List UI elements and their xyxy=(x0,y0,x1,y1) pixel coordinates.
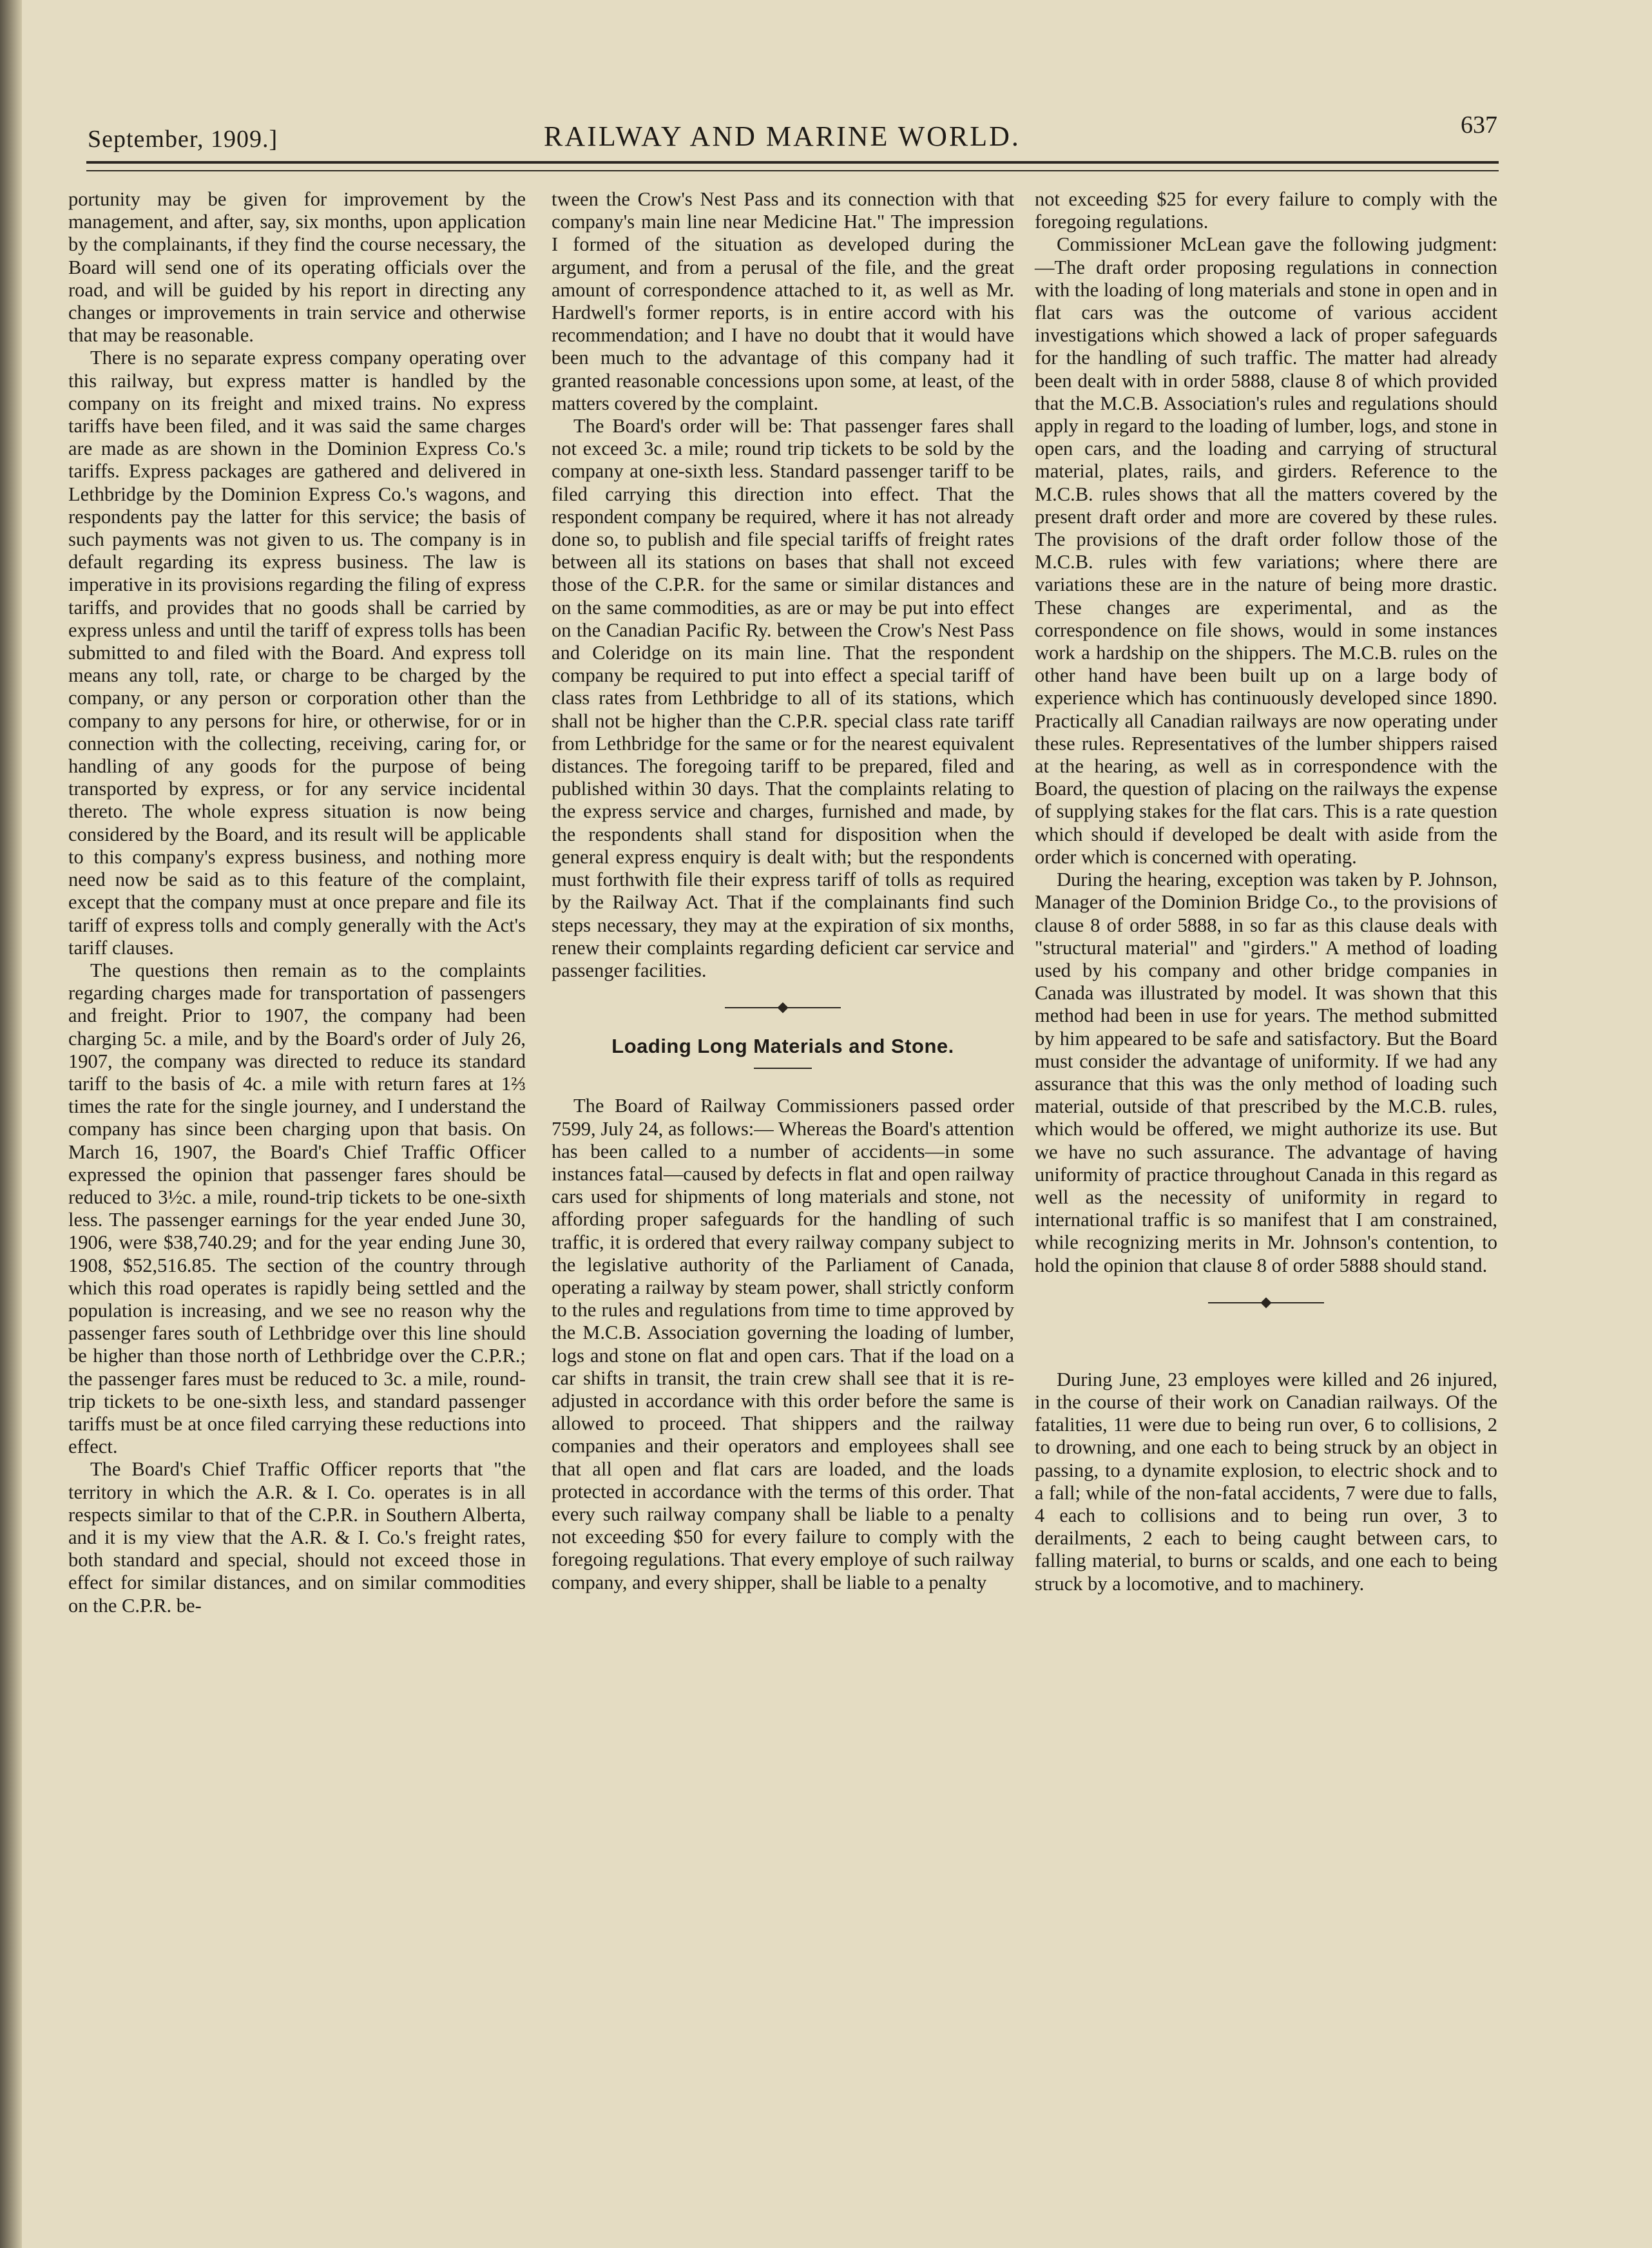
paragraph: tween the Crow's Nest Pass and its connection with that company's main line near Medicine Hat." The impression I formed of the situation as developed during the argument, and from a perusal of the file, and the great amount of correspondence attached to it, as well as Mr. Hardwell's former reports, is in entire accord with his recommendation; and I have no doubt that it would have been much to the advantage of this company had it granted reasonable concessions upon some, at least, of the matters covered by the complaint. xyxy=(552,188,1014,414)
book-gutter xyxy=(0,0,22,2248)
header-title: RAILWAY AND MARINE WORLD. xyxy=(544,120,1021,152)
section-divider xyxy=(552,1000,1014,1015)
paragraph: There is no separate express company operating over this railway, but express matter is handled by the company on its freight and mixed trains. No express tariffs have been filed, and it was said the same charges are made as are shown in the Dominion Express Co.'s tariffs. Express packages are gathered and delivered in Lethbridge by the Dominion Express Co.'s wagons, and respondents pay the latter for this service; the basis of such payments was not given to us. The company is in default regarding its express business. The law is imperative in its provisions regarding the filing of express tariffs, and provides that no goods shall be carried by express unless and until the tariff of express tolls has been submitted to and filed with the Board. And express toll means any toll, rate, or charge to be charged by the company, or any person or corporation other than the company to any persons for hire, or otherwise, for or in connection with the collecting, receiving, caring for, or handling of any goods for the purpose of being transported by express, or for any service incidental thereto. The whole express situation is now being considered by the Board, and its result will be applicable to this company's express business, and nothing more need now be said as to this feature of the complaint, except that the company must at once prepare and file its tariff of express tolls and comply generally with the Act's tariff clauses. xyxy=(68,347,526,959)
column-1 xyxy=(68,188,526,1617)
paragraph: portunity may be given for improvement by the management, and after, say, six months, upon application by the complainants, if they find the course necessary, the Board will send one of its operating officials over the road, and will be guided by his report in directing any changes or improvements in train service and otherwise that may be reasonable. xyxy=(68,188,526,347)
header-date: September, 1909.] xyxy=(88,126,278,153)
paragraph: Commissioner McLean gave the following judgment:—The draft order proposing regulations in connection with the loading of long materials and stone in open and in flat cars was the outcome of various accident investigations which showed a lack of proper safeguards for the handling of such traffic. The matter had already been dealt with in order 5888, clause 8 of which provided that the M.C.B. Association's rules and regulations should apply in regard to the loading of lumber, logs, and stone in open cars, and the loading and carrying of structural material, plates, rails, and girders. Reference to the M.C.B. rules shows that all the matters covered by the present draft order and more are covered by these rules. The provisions of the draft order follow those of the M.C.B. rules with few variations; where there are variations these are in the nature of being more drastic. These changes are experimental, and as the correspondence on file shows, would in some instances work a hardship on the shippers. The M.C.B. rules on the other hand have been built up on a large body of experience which has continuously developed since 1890. Practically all Canadian railways are now operating under these rules. Representatives of the lumber shippers raised at the hearing, as well as in correspondence with the Board, the question of placing on the railways the expense of supplying stakes for the flat cars. This is a rate question which should if developed be dealt with aside from the order which is concerned with operating. xyxy=(1035,233,1497,868)
column-2 xyxy=(552,188,1014,1594)
column-3 xyxy=(1035,188,1497,1595)
paragraph: During the hearing, exception was taken by P. Johnson, Manager of the Dominion Bridge Co., to the provisions of clause 8 of order 5888, in so far as this clause deals with "structural material" and "girders." A method of loading used by his company and other bridge companies in Canada was illustrated by model. It was shown that this method had been in use for years. The method submitted by him appeared to be safe and satisfactory. But the Board must consider the advantage of uniformity. If we had any assurance that this was the only method of loading such material, outside of that prescribed by the M.C.B. rules, which would be offered, we might authorize its use. But we have no such assurance. The advantage of having uniformity of practice throughout Canada in this regard as well as the necessity of uniformity in regard to international traffic is so manifest that I am constrained, while recognizing merits in Mr. Johnson's contention, to hold the opinion that clause 8 of order 5888 should stand. xyxy=(1035,869,1497,1276)
section-divider xyxy=(1035,1295,1497,1311)
paragraph: During June, 23 employes were killed and 26 injured, in the course of their work on Canadian railways. Of the fatalities, 11 were due to being run over, 6 to collisions, 2 to drowning, and one each to being struck by an object in passing, to a dynamite explosion, to electric shock and to a fall; while of the non-fatal accidents, 7 were due to falls, 4 each to collisions and to being run over, 3 to derailments, 2 each to being caught between cars, to falling material, to burns or scalds, and one each to being struck by a locomotive, and to machinery. xyxy=(1035,1368,1497,1595)
paragraph: The Board's order will be: That passenger fares shall not exceed 3c. a mile; round trip tickets to be sold by the company at one-sixth less. Standard passenger tariff to be filed carrying this direction into effect. That the respondent company be required, where it has not already done so, to publish and file special tariffs of freight rates between all its stations on bases that shall not exceed those of the C.P.R. for the same or similar distances and on the same commodities, as are or may be put into effect on the Canadian Pacific Ry. between the Crow's Nest Pass and Coleridge on its main line. That the respondent company be required to put into effect a special tariff of class rates from Lethbridge to all of its stations, which shall not be higher than the C.P.R. special class rate tariff from Lethbridge for the same or for the nearest equivalent distances. The foregoing tariff to be prepared, filed and published within 30 days. That the complaints relating to the express service and charges, furnished and made, by the respondents shall stand for disposition when the general express enquiry is dealt with; but the respondents must forthwith file their express tariff of tolls as required by the Railway Act. That if the complainants find such steps necessary, they may at the expiration of six months, renew their complaints regarding deficient car service and passenger facilities. xyxy=(552,415,1014,981)
section-heading: Loading Long Materials and Stone. xyxy=(611,1035,954,1058)
spacer xyxy=(1035,1330,1497,1369)
paragraph: The Board of Railway Commissioners passed order 7599, July 24, as follows:— Whereas the Board's attention has been called to a number of accidents—in some instances fatal—caused by defects in flat and open railway cars used for shipments of long materials and stone, not affording proper safeguards for the handling of such traffic, it is ordered that every railway company subject to the legislative authority of the Parliament of Canada, operating a railway by steam power, shall strictly conform to the rules and regulations from time to time approved by the M.C.B. Association governing the loading of lumber, logs and stone on flat and open cars. That if the load on a car shifts in transit, the train crew shall see that it is re-adjusted in accordance with this order before the same is allowed to proceed. That shippers and the railway companies and their operators and employees shall see that all open and flat cars are loaded, and the loads protected in accordance with the terms of this order. That every such railway company shall be liable to a penalty not exceeding $50 for every failure to comply with the foregoing regulations. That every employe of such railway company, and every shipper, shall be liable to a penalty xyxy=(552,1095,1014,1593)
page-number: 637 xyxy=(1461,111,1497,139)
page xyxy=(22,0,1652,2248)
paragraph: The Board's Chief Traffic Officer reports that "the territory in which the A.R. & I. Co. operates is in all respects similar to that of the C.P.R. in Southern Alberta, and it is my view that the A.R. & I. Co.'s freight rates, both standard and special, should not exceed those in effect for similar distances, and on similar commodities on the C.P.R. be- xyxy=(68,1458,526,1617)
paragraph: not exceeding $25 for every failure to comply with the foregoing regulations. xyxy=(1035,188,1497,233)
header-rule xyxy=(86,161,1499,171)
paragraph: The questions then remain as to the complaints regarding charges made for transportation of passengers and freight. Prior to 1907, the company had been charging 5c. a mile, and by the Board's order of July 26, 1907, the company was directed to reduce its standard tariff to the basis of 4c. a mile with return fares at 1⅔ times the rate for the single journey, and I understand the company has since been charging upon that basis. On March 16, 1907, the Board's Chief Traffic Officer expressed the opinion that passenger fares should be reduced to 3½c. a mile, round-trip tickets to be one-sixth less. The passenger earnings for the year ended June 30, 1906, were $38,740.29; and for the year ending June 30, 1908, $52,516.85. The section of the country through which this road operates is rapidly being settled and the population is increasing, and we see no reason why the passenger fares south of Lethbridge over this line should be higher than those north of Lethbridge over the C.P.R.; the passenger fares must be reduced to 3c. a mile, round-trip tickets to be one-sixth less, and standard passenger tariffs must be at once filed carrying these reductions into effect. xyxy=(68,959,526,1458)
page-header xyxy=(67,111,1497,156)
heading-rule xyxy=(754,1068,812,1069)
